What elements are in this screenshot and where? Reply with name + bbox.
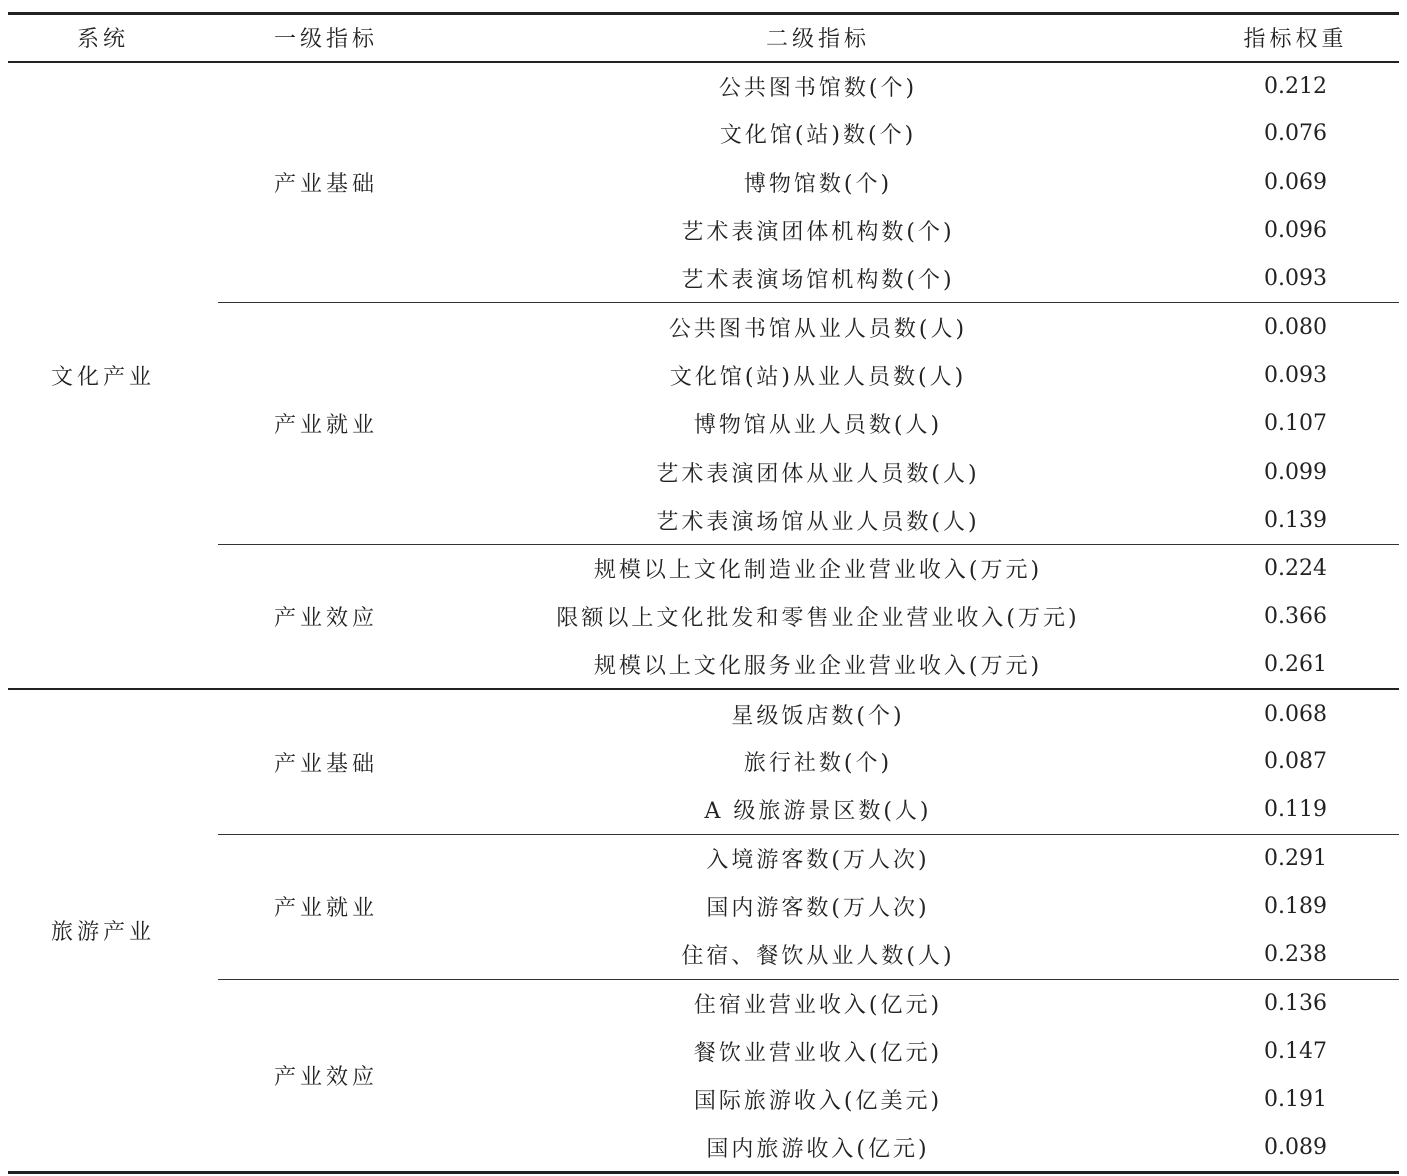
level2-indicator: 规模以上文化制造业企业营业收入(万元) <box>593 558 1043 584</box>
level1-indicator: 产业效应 <box>218 979 428 1172</box>
level2-indicator: 餐饮业营业收入(亿元) <box>693 1041 943 1067</box>
header-weight: 指标权重 <box>1208 14 1399 62</box>
document-page <box>8 0 1399 1176</box>
level2-indicator: 限额以上文化批发和零售业企业营业收入(万元) <box>556 606 1080 632</box>
indicator-weight: 0.096 <box>1264 218 1327 244</box>
level2-indicator: A 级旅游景区数(人) <box>428 786 1208 834</box>
table-row <box>8 62 1399 110</box>
indicator-weight: 0.291 <box>1264 846 1327 872</box>
level2-indicator: 入境游客数(万人次) <box>706 848 930 874</box>
level2-indicator: 国内旅游收入(亿元) <box>428 1124 1208 1172</box>
indicator-weight: 0.212 <box>1264 73 1327 99</box>
table-header <box>8 14 1399 62</box>
table-body <box>8 62 1399 1173</box>
indicator-weight: 0.119 <box>1208 786 1399 834</box>
indicator-weight: 0.069 <box>1264 169 1327 195</box>
level2-indicator: 博物馆数(个) <box>743 171 893 197</box>
level2-indicator: 艺术表演场馆从业人员数(人) <box>428 496 1208 544</box>
level2-indicator: 国际旅游收入(亿美元) <box>693 1089 943 1115</box>
header-system: 系统 <box>8 14 218 62</box>
indicator-weight: 0.080 <box>1264 314 1327 340</box>
level2-indicator: 国内游客数(万人次) <box>706 896 930 922</box>
indicator-weight: 0.189 <box>1264 894 1327 920</box>
level2-indicator: 住宿业营业收入(亿元) <box>693 993 943 1019</box>
level2-indicator: 公共图书馆数(个) <box>718 75 918 101</box>
level1-indicator: 产业效应 <box>218 544 428 689</box>
indicator-weight: 0.076 <box>1264 121 1327 147</box>
system-name: 旅游产业 <box>8 689 218 1172</box>
indicator-weight: 0.099 <box>1264 459 1327 485</box>
indicator-weight: 0.366 <box>1264 604 1327 630</box>
level2-indicator: 公共图书馆从业人员数(人) <box>668 316 968 342</box>
level1-indicator: 产业就业 <box>218 834 428 979</box>
level2-indicator: 艺术表演场馆机构数(个) <box>428 255 1208 303</box>
indicator-weight: 0.191 <box>1264 1087 1327 1113</box>
level1-indicator: 产业基础 <box>218 689 428 834</box>
header-level1: 一级指标 <box>218 14 428 62</box>
indicator-weight: 0.087 <box>1264 749 1327 775</box>
level2-indicator: 博物馆从业人员数(人) <box>693 413 943 439</box>
header-level2: 二级指标 <box>428 14 1208 62</box>
indicator-weight: 0.093 <box>1264 362 1327 388</box>
indicator-weight: 0.261 <box>1208 641 1399 689</box>
level2-indicator: 旅行社数(个) <box>743 751 893 777</box>
indicator-weight: 0.147 <box>1264 1039 1327 1065</box>
level2-indicator: 艺术表演团体从业人员数(人) <box>656 461 980 487</box>
level2-indicator: 星级饭店数(个) <box>731 703 905 729</box>
system-name: 文化产业 <box>8 62 218 690</box>
indicator-weight: 0.107 <box>1264 411 1327 437</box>
indicator-weight-table <box>8 12 1399 1174</box>
indicator-weight: 0.238 <box>1208 931 1399 979</box>
level1-indicator: 产业就业 <box>218 303 428 544</box>
indicator-weight: 0.089 <box>1208 1124 1399 1172</box>
header-row <box>8 14 1399 62</box>
indicator-weight: 0.139 <box>1208 496 1399 544</box>
level1-indicator: 产业基础 <box>218 62 428 303</box>
indicator-weight: 0.093 <box>1208 255 1399 303</box>
indicator-weight: 0.136 <box>1264 991 1327 1017</box>
level2-indicator: 住宿、餐饮从业人数(人) <box>428 931 1208 979</box>
level2-indicator: 文化馆(站)从业人员数(人) <box>669 364 967 390</box>
indicator-weight: 0.068 <box>1264 701 1327 727</box>
level2-indicator: 艺术表演团体机构数(个) <box>681 220 955 246</box>
level2-indicator: 文化馆(站)数(个) <box>719 123 917 149</box>
table-row <box>8 689 1399 737</box>
indicator-weight: 0.224 <box>1264 556 1327 582</box>
level2-indicator: 规模以上文化服务业企业营业收入(万元) <box>428 641 1208 689</box>
